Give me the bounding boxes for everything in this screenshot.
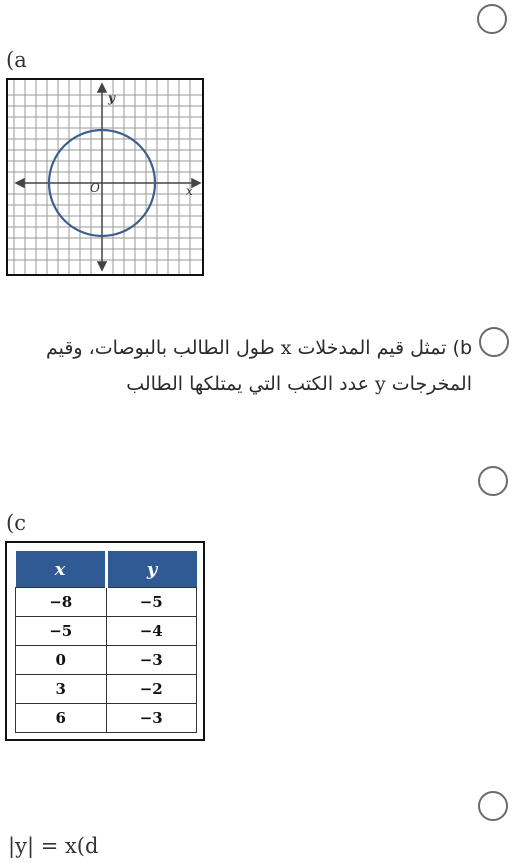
table-row: −5 −4 bbox=[16, 617, 197, 646]
xy-table bbox=[15, 551, 197, 733]
option-c-label: (c bbox=[6, 511, 26, 535]
table-row: −8 −5 bbox=[16, 588, 197, 617]
option-d-radio[interactable] bbox=[478, 791, 508, 821]
option-a-label: (a bbox=[6, 48, 27, 72]
option-d-label: |y| = x(d bbox=[8, 834, 99, 858]
circle-graph bbox=[8, 80, 202, 274]
origin-label: O bbox=[90, 181, 100, 195]
option-a-radio[interactable] bbox=[477, 4, 507, 34]
option-c-radio[interactable] bbox=[478, 466, 508, 496]
option-b-label: b) bbox=[452, 337, 472, 359]
table-row: 3 −2 bbox=[16, 675, 197, 704]
table-header-y: y bbox=[106, 551, 197, 588]
table-header-x: x bbox=[16, 551, 107, 588]
x-axis-label: x bbox=[186, 184, 193, 198]
option-b-text: b) تمثل قيم المدخلات x طول الطالب بالبوصات، وقيم المخرجات y عدد الكتب التي يمتلكها الطالب bbox=[45, 337, 472, 395]
table-row: 6 −3 bbox=[16, 704, 197, 733]
y-axis-label: y bbox=[108, 91, 115, 105]
table-row: 0 −3 bbox=[16, 646, 197, 675]
option-c-table bbox=[5, 541, 205, 741]
option-b-radio[interactable] bbox=[479, 327, 509, 357]
option-a-graph bbox=[6, 78, 204, 276]
